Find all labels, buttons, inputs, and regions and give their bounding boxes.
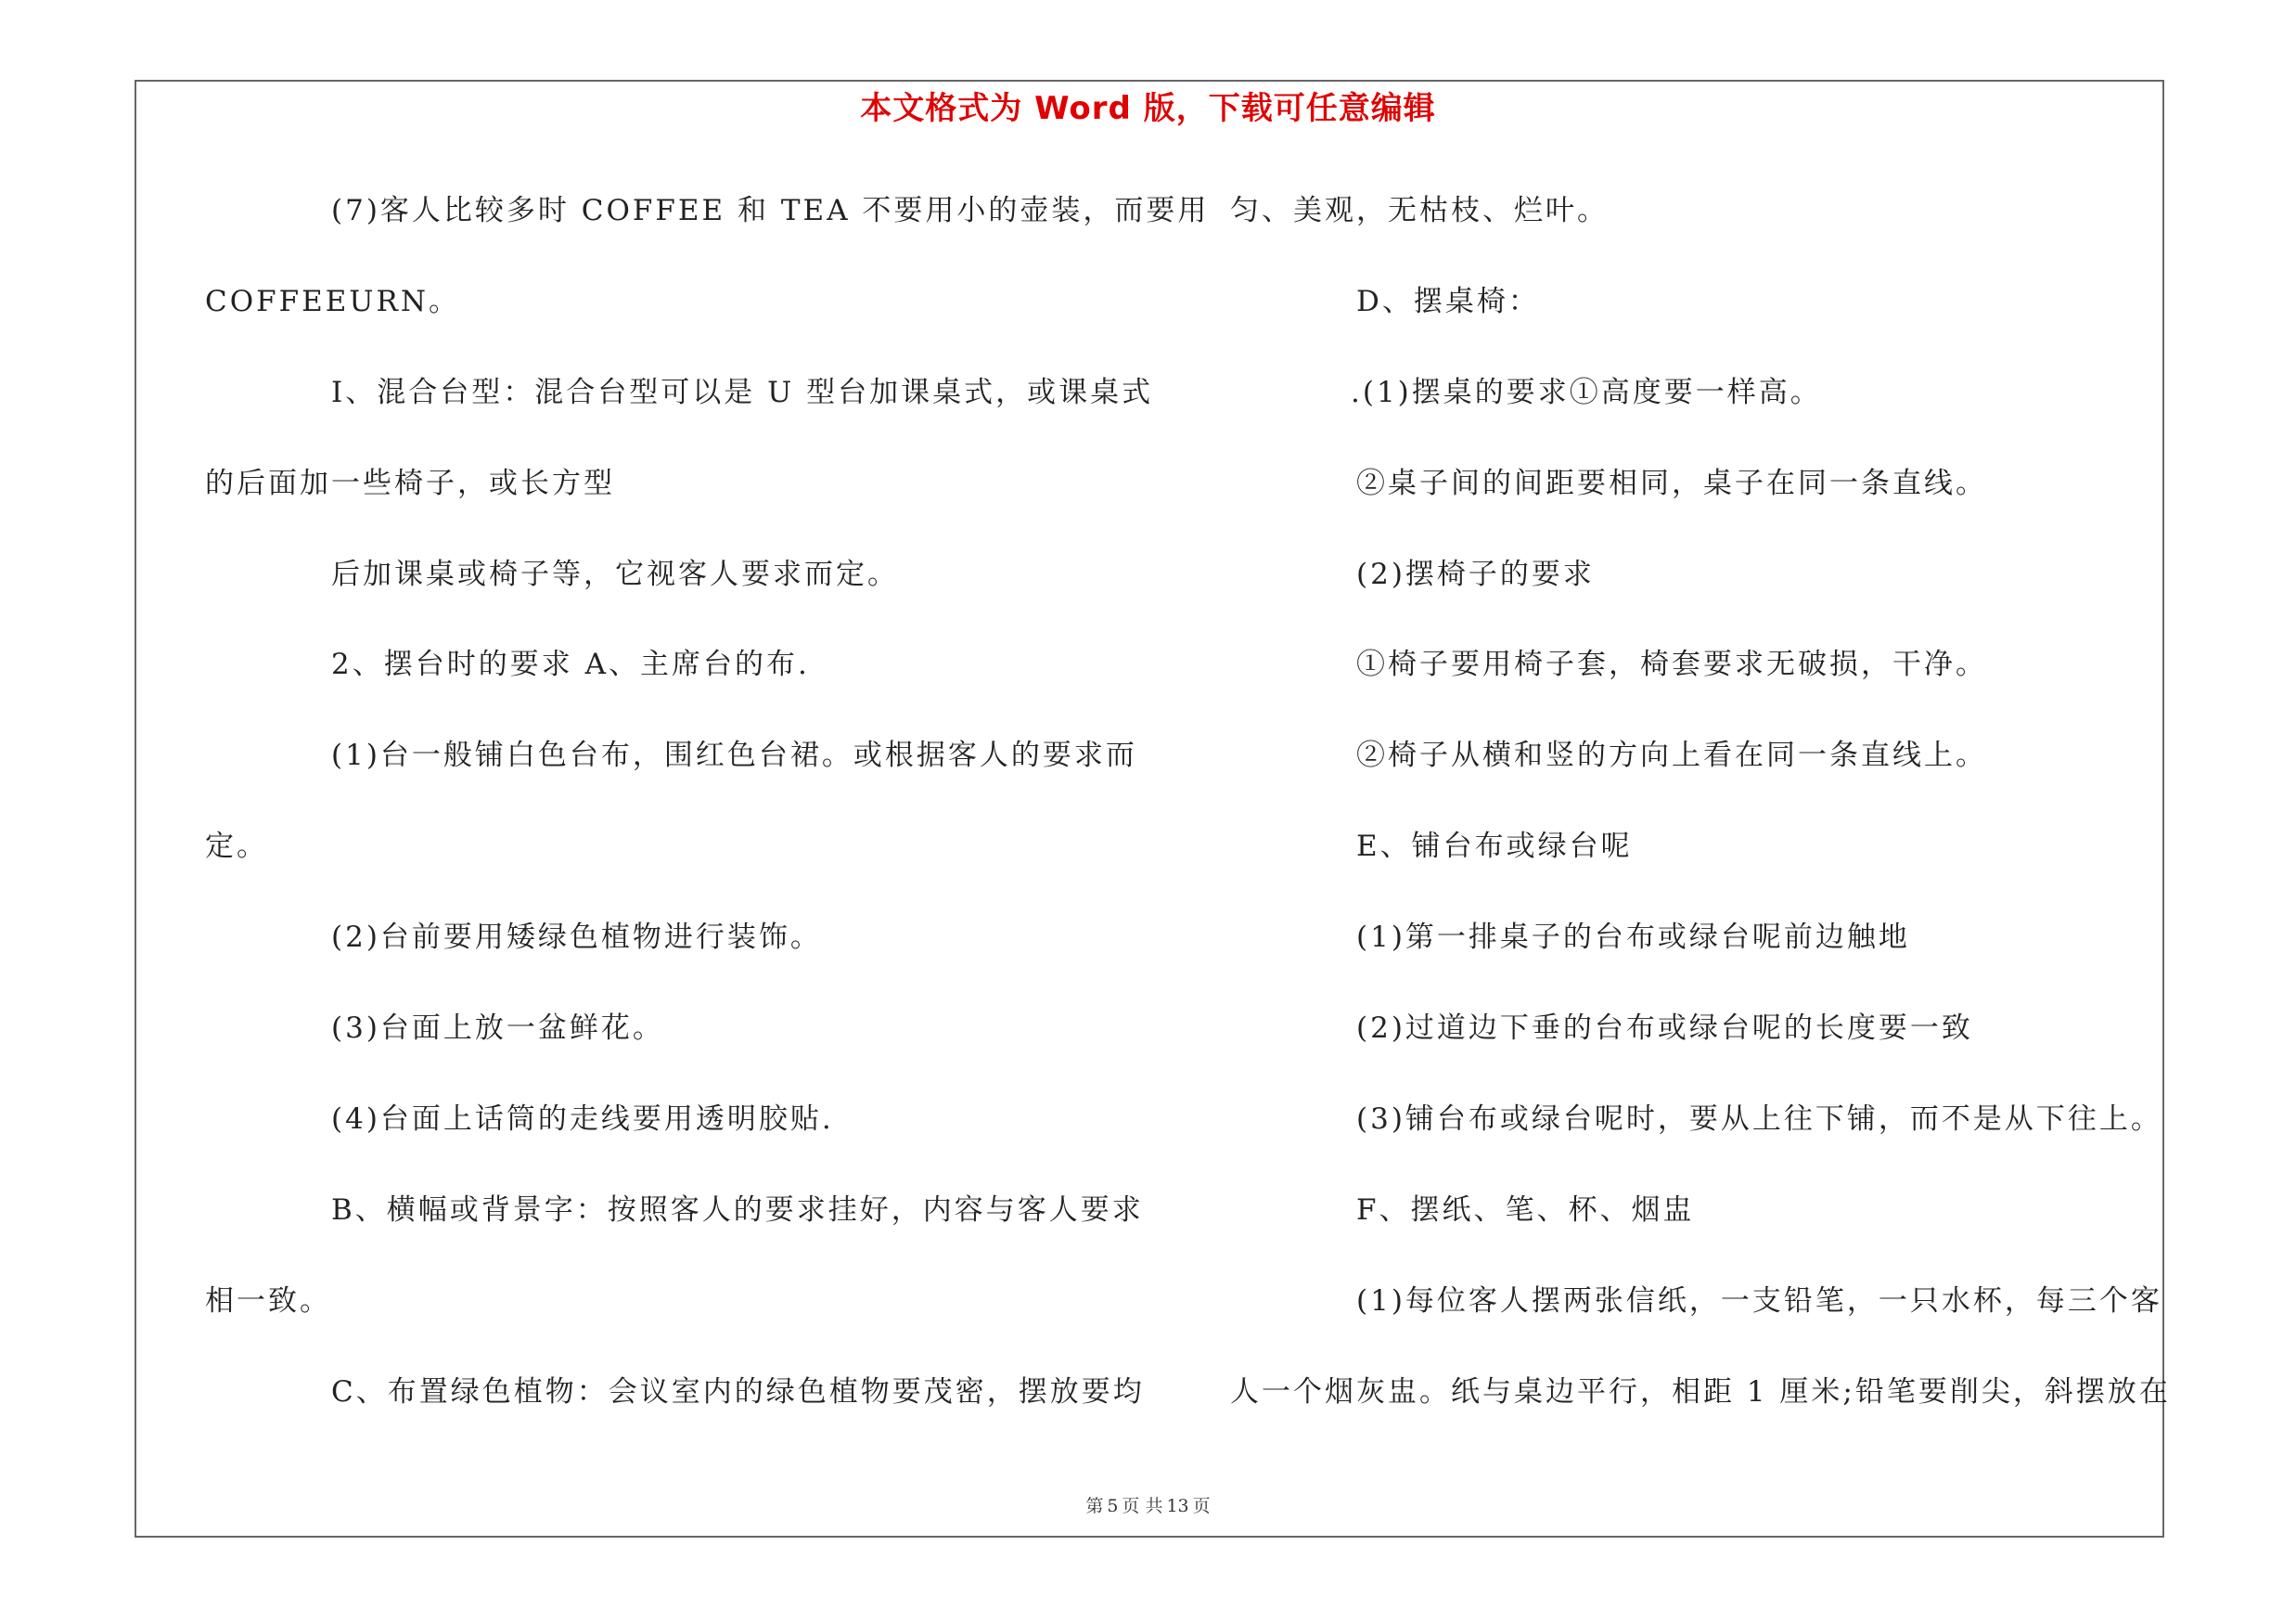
text-line: (3)铺台布或绿台呢时，要从上往下铺，而不是从下往上。 bbox=[1356, 1102, 2162, 1136]
text-line: ②桌子间的间距要相同，桌子在同一条直线。 bbox=[1356, 467, 1987, 500]
footer-suffix: 页 bbox=[1192, 1496, 1211, 1516]
text-line: (3)台面上放一盆鲜花。 bbox=[331, 1011, 664, 1045]
current-page-number: 5 bbox=[1107, 1496, 1119, 1516]
text-line: 人一个烟灰盅。纸与桌边平行，相距 1 厘米;铅笔要削尖，斜摆放在 bbox=[1230, 1375, 2171, 1409]
text-line: 的后面加一些椅子，或长方型 bbox=[205, 467, 615, 500]
text-line: (1)每位客人摆两张信纸，一支铅笔，一只水杯，每三个客 bbox=[1356, 1284, 2162, 1318]
text-line: ①椅子要用椅子套，椅套要求无破损，干净。 bbox=[1356, 648, 1987, 681]
text-line: ②椅子从横和竖的方向上看在同一条直线上。 bbox=[1356, 739, 1987, 772]
text-line: 2、摆台时的要求 A、主席台的布. bbox=[331, 648, 810, 681]
text-line: D、摆桌椅： bbox=[1356, 285, 1540, 318]
text-line: I、混合台型：混合台型可以是 U 型台加课桌式，或课桌式 bbox=[331, 376, 1154, 409]
text-line: F、摆纸、笔、杯、烟盅 bbox=[1356, 1193, 1695, 1227]
text-line: E、铺台布或绿台呢 bbox=[1356, 830, 1633, 863]
text-line: (2)台前要用矮绿色植物进行装饰。 bbox=[331, 921, 822, 954]
text-line: C、布置绿色植物：会议室内的绿色植物要茂密，摆放要均 bbox=[331, 1375, 1145, 1409]
text-line: 相一致。 bbox=[205, 1284, 331, 1318]
footer-middle: 页 共 bbox=[1122, 1496, 1163, 1516]
text-line: (2)过道边下垂的台布或绿台呢的长度要一致 bbox=[1356, 1011, 1973, 1045]
text-line: 定。 bbox=[205, 830, 268, 863]
text-line: .(1)摆桌的要求①高度要一样高。 bbox=[1351, 376, 1822, 409]
text-line: B、横幅或背景字：按照客人的要求挂好，内容与客人要求 bbox=[331, 1193, 1144, 1227]
text-line: 后加课桌或椅子等，它视客人要求而定。 bbox=[331, 558, 899, 591]
footer-prefix: 第 bbox=[1085, 1496, 1104, 1516]
text-line: (1)台一般铺白色台布，围红色台裙。或根据客人的要求而 bbox=[331, 739, 1137, 772]
text-line: (4)台面上话筒的走线要用透明胶贴. bbox=[331, 1102, 834, 1136]
text-line: COFFEEURN。 bbox=[205, 285, 461, 318]
text-line: (7)客人比较多时 COFFEE 和 TEA 不要用小的壶装，而要用 bbox=[331, 194, 1210, 227]
page-number-footer bbox=[0, 1495, 2296, 1517]
total-page-count: 13 bbox=[1166, 1496, 1189, 1516]
word-format-banner: 本文格式为 Word 版，下载可任意编辑 bbox=[860, 90, 1436, 127]
text-line: (2)摆椅子的要求 bbox=[1356, 558, 1595, 591]
text-line: 匀、美观，无枯枝、烂叶。 bbox=[1230, 194, 1609, 227]
text-line: (1)第一排桌子的台布或绿台呢前边触地 bbox=[1356, 921, 1910, 954]
